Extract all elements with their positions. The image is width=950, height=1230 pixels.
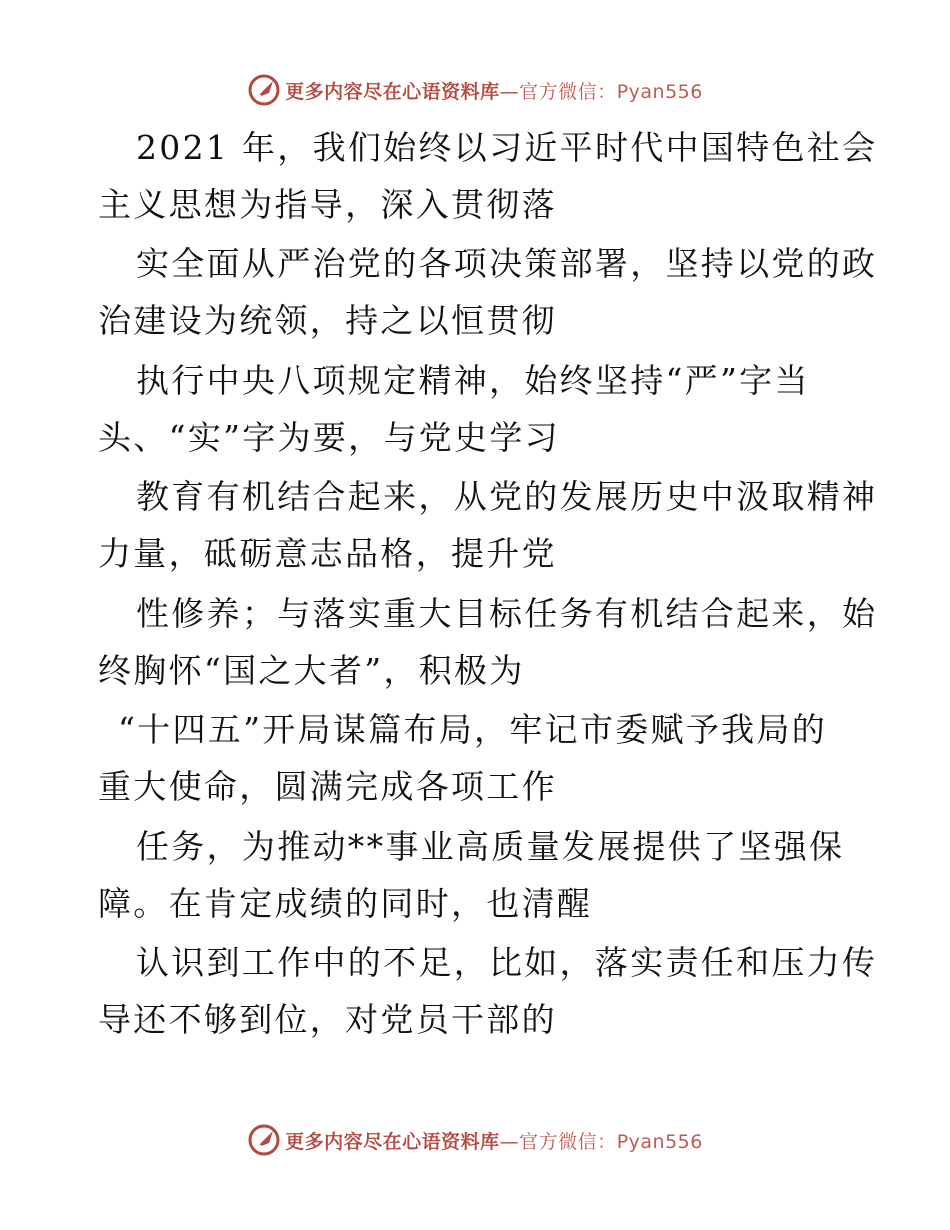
watermark-wechat-label: 官方微信： [519,1130,617,1153]
body-line: 治建设为统领，持之以恒贯彻 [98,301,557,340]
body-line: 教育有机结合起来，从党的发展历史中汲取精神 [136,477,878,516]
quill-logo-icon [247,1123,281,1157]
body-line: 导还不够到位，对党员干部的 [98,1000,557,1039]
watermark-banner-bottom [0,1120,950,1160]
body-line: 障。在肯定成绩的同时，也清醒 [98,884,593,923]
watermark-wechat-id: Pyan556 [616,80,703,103]
body-line: 力量，砥砺意志品格，提升党 [98,534,557,573]
body-line: 重大使命，圆满完成各项工作 [98,767,557,806]
watermark-text [285,1127,703,1154]
body-line: 认识到工作中的不足，比如，落实责任和压力传 [136,943,878,982]
body-line: 任务，为推动**事业高质量发展提供了坚强保 [136,827,845,866]
body-line: 2021 年，我们始终以习近平时代中国特色社会 [136,128,878,167]
watermark-text [285,77,703,104]
body-line: 主义思想为指导，深入贯彻落 [98,185,557,224]
watermark-dash: — [499,80,520,103]
watermark-banner-top [0,70,950,110]
body-line: 实全面从严治党的各项决策部署，坚持以党的政 [136,244,878,283]
body-line: 头、“实”字为要，与党史学习 [98,418,560,457]
watermark-wechat-id: Pyan556 [616,1130,703,1153]
watermark-wechat-label: 官方微信： [519,80,617,103]
watermark-brand: 更多内容尽在心语资料库 [285,1130,500,1153]
body-line: 性修养；与落实重大目标任务有机结合起来，始 [136,594,878,633]
watermark-brand: 更多内容尽在心语资料库 [285,80,500,103]
body-line: “十四五”开局谋篇布局，牢记市委赋予我局的 [118,710,828,749]
watermark-dash: — [499,1130,520,1153]
body-line: 终胸怀“国之大者”，积极为 [98,651,525,690]
quill-logo-icon [247,73,281,107]
body-line: 执行中央八项规定精神，始终坚持“严”字当 [136,361,810,400]
